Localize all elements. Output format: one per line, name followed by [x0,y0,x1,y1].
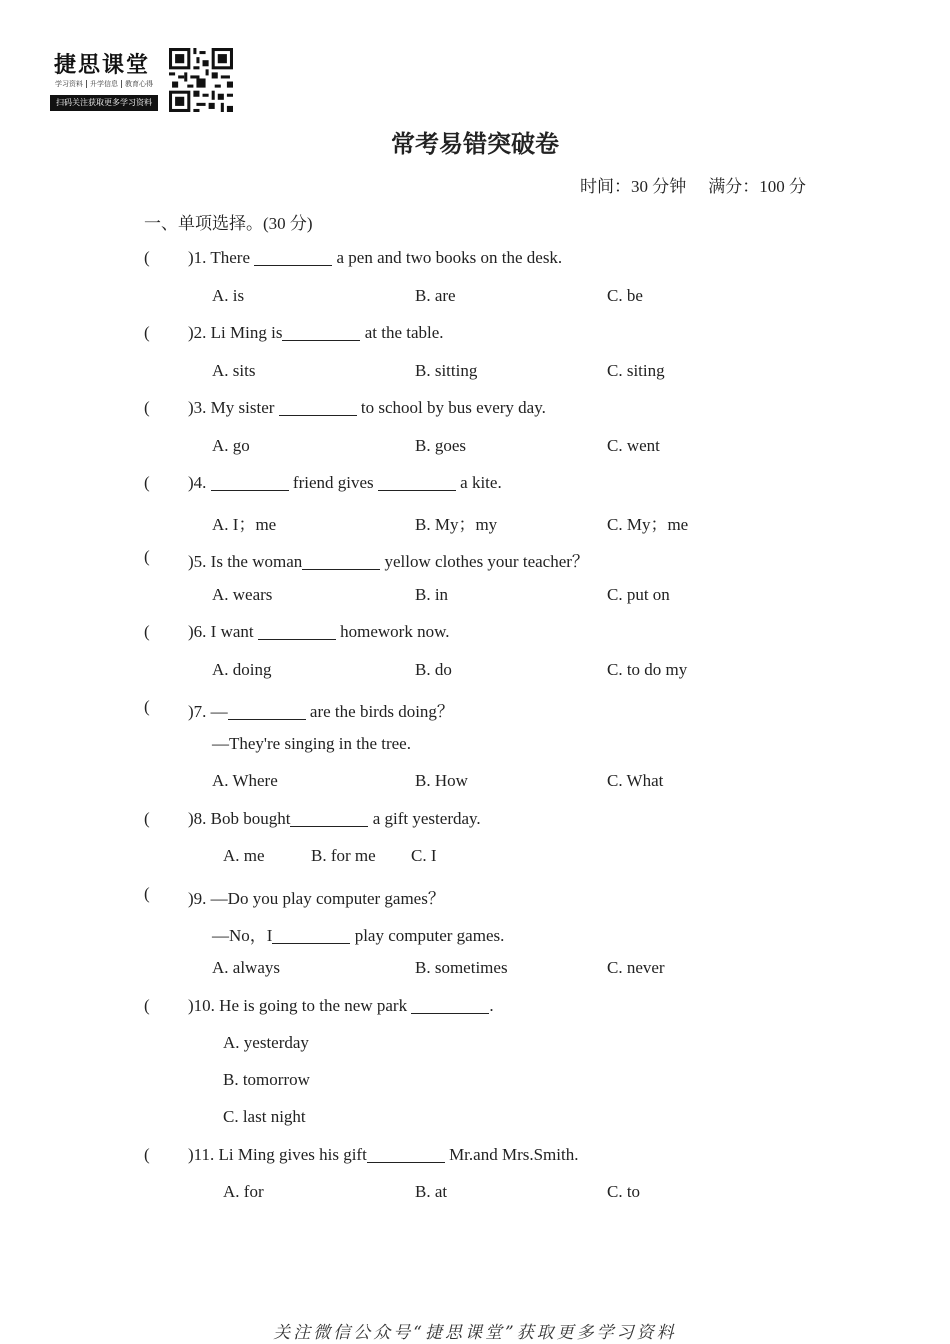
question-text: )10. He is going to the new park [188,996,412,1015]
answer-paren[interactable]: ( [144,809,150,828]
question-3 [188,398,546,418]
question-4 [188,473,502,493]
question-text: a gift yesterday. [368,809,481,828]
question-8 [188,809,481,829]
logo-tag: 教育心得 [125,80,153,88]
question-text: Mr.and Mrs.Smith. [444,1145,579,1164]
option-b[interactable]: B. at [415,1182,448,1201]
question-text: )3. My sister [188,398,279,417]
option-b[interactable]: B. sometimes [415,958,508,977]
question-text: . [489,996,494,1015]
option-c[interactable]: C. I [411,846,437,865]
option-b[interactable]: B. do [415,660,452,679]
logo-title: 捷思课堂 [54,52,151,78]
answer-blank[interactable] [228,702,306,720]
question-text: yellow clothes your teacher？ [380,552,589,571]
answer-blank[interactable] [258,622,336,640]
option-b[interactable]: B. tomorrow [223,1070,310,1089]
question-text: )6. I want [188,622,258,641]
option-b[interactable]: B. for me [311,846,376,865]
answer-paren[interactable]: ( [144,547,150,566]
section-heading: 一、单项选择。(30 分) [144,214,313,233]
question-text: )2. Li Ming is [188,323,283,342]
option-c[interactable]: C. went [607,436,660,455]
dialogue-answer [212,921,504,946]
answer-blank[interactable] [254,248,332,266]
question-text: are the birds doing？ [305,702,454,721]
question-text: )5. Is the woman [188,552,303,571]
answer-paren[interactable]: ( [144,697,150,716]
option-b[interactable]: B. sitting [415,361,478,380]
question-text: play computer games. [350,926,505,945]
answer-blank[interactable] [282,323,360,341]
question-text: )9. —Do you play computer games？ [188,889,445,908]
answer-paren[interactable]: ( [144,884,150,903]
option-b[interactable]: B. How [415,771,468,790]
logo-tag: 学习资料 [52,80,87,88]
answer-blank[interactable] [211,473,289,491]
option-a[interactable]: A. yesterday [223,1033,309,1052]
question-2 [188,323,444,343]
option-a[interactable]: A. Where [212,771,278,790]
option-a[interactable]: A. doing [212,660,272,679]
option-c[interactable]: C. What [607,771,664,790]
option-a[interactable]: A. wears [212,585,273,604]
question-text: )1. There [188,248,255,267]
option-a[interactable]: A. for [223,1182,264,1201]
option-c[interactable]: C. put on [607,585,670,604]
option-c[interactable]: C. never [607,958,665,977]
answer-blank[interactable] [290,809,368,827]
option-c[interactable]: C. last night [223,1107,306,1126]
answer-blank[interactable] [378,473,456,491]
question-9 [188,884,445,909]
question-text: to school by bus every day. [356,398,546,417]
answer-blank[interactable] [367,1145,445,1163]
logo-tags [52,79,156,89]
answer-blank[interactable] [279,398,357,416]
answer-blank[interactable] [302,552,380,570]
answer-paren[interactable]: ( [144,996,150,1015]
answer-paren[interactable]: ( [144,473,150,492]
option-b[interactable]: B. are [415,286,456,305]
question-10 [188,996,494,1016]
answer-paren[interactable]: ( [144,398,150,417]
answer-blank[interactable] [272,926,350,944]
answer-blank[interactable] [411,996,489,1014]
question-text: )8. Bob bought [188,809,291,828]
answer-paren[interactable]: ( [144,323,150,342]
question-text: )11. Li Ming gives his gift [188,1145,367,1164]
option-a[interactable]: A. is [212,286,245,305]
question-text: at the table. [360,323,444,342]
question-text: )7. — [188,702,228,721]
option-c[interactable]: C. to do my [607,660,688,679]
logo-tag: 升学信息 [87,80,122,88]
logo-bar: 扫码关注获取更多学习资料 [50,95,158,111]
question-7 [188,697,454,722]
option-a[interactable]: A. me [223,846,265,865]
option-a[interactable]: A. I；me [212,515,277,534]
option-c[interactable]: C. be [607,286,643,305]
question-11 [188,1145,578,1165]
qr-code-icon [169,48,233,112]
option-a[interactable]: A. sits [212,361,256,380]
question-text: homework now. [335,622,450,641]
option-c[interactable]: C. My；me [607,515,689,534]
option-b[interactable]: B. in [415,585,449,604]
option-a[interactable]: A. always [212,958,280,977]
option-c[interactable]: C. siting [607,361,665,380]
option-c[interactable]: C. to [607,1182,641,1201]
question-text: a kite. [455,473,502,492]
question-text: a pen and two books on the desk. [332,248,563,267]
exam-score: 满分：100 分 [708,177,806,196]
page-title: 常考易错突破卷 [391,129,559,158]
dialogue-answer: —They're singing in the tree. [212,734,411,753]
option-b[interactable]: B. goes [415,436,466,455]
question-text: )4. [188,473,211,492]
footer-note: 关注微信公众号“捷思课堂”获取更多学习资料 [273,1323,677,1343]
question-text: —No，I [212,926,273,945]
question-text: friend gives [288,473,378,492]
option-a[interactable]: A. go [212,436,250,455]
answer-paren[interactable]: ( [144,622,150,641]
exam-meta [558,172,806,197]
question-6 [188,622,450,642]
option-b[interactable]: B. My；my [415,515,498,534]
answer-paren[interactable]: ( [144,248,150,267]
exam-time: 时间：30 分钟 [580,177,687,196]
answer-paren[interactable]: ( [144,1145,150,1164]
question-1 [188,248,562,268]
question-5 [188,547,589,572]
